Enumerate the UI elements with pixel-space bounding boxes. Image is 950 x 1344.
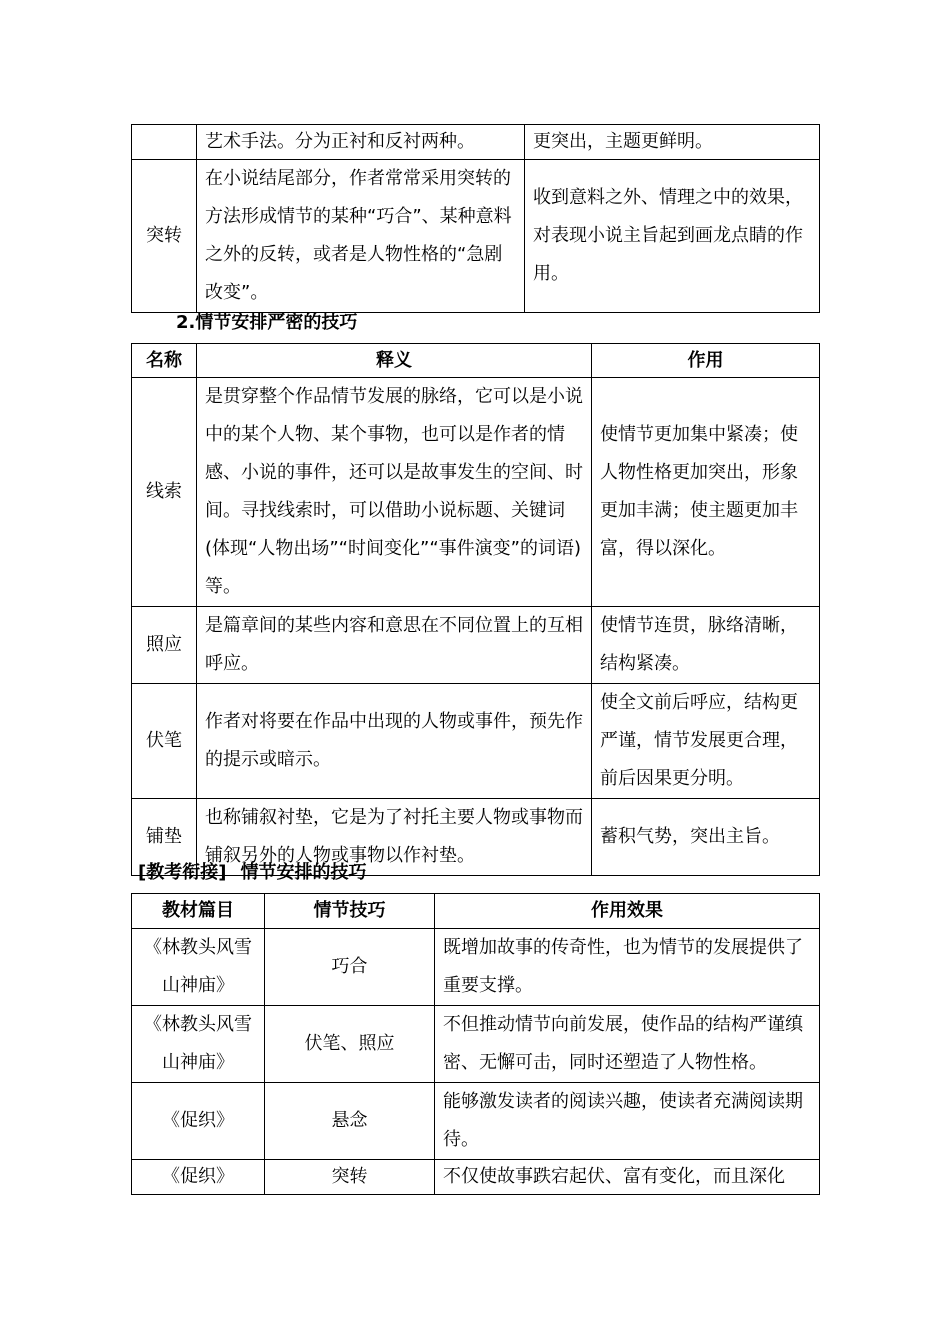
- cell-name: 伏笔: [132, 684, 197, 799]
- table-row: [132, 160, 820, 313]
- table-row: [132, 1083, 820, 1160]
- cell-effect: 使情节更加集中紧凑；使人物性格更加突出，形象更加丰满；使主题更加丰富，得以深化。: [592, 378, 820, 607]
- plot-techniques-table: [131, 343, 820, 876]
- header-name: 名称: [132, 344, 197, 378]
- cell-effect: 收到意料之外、情理之中的效果，对表现小说主旨起到画龙点睛的作用。: [525, 160, 820, 313]
- cell-text: 《促织》: [132, 1083, 265, 1160]
- header-meaning: 释义: [197, 344, 592, 378]
- cell-meaning: 艺术手法。分为正衬和反衬两种。: [197, 125, 525, 160]
- cell-effect: 不但推动情节向前发展，使作品的结构严谨缜密、无懈可击，同时还塑造了人物性格。: [435, 1006, 820, 1083]
- header-skill: 情节技巧: [265, 894, 435, 929]
- cell-effect: 蓄积气势，突出主旨。: [592, 799, 820, 876]
- table-header-row: [132, 894, 820, 929]
- table-row: [132, 929, 820, 1006]
- cell-effect: 使情节连贯，脉络清晰，结构紧凑。: [592, 607, 820, 684]
- table-row: [132, 684, 820, 799]
- cell-effect: 不仅使故事跌宕起伏、富有变化，而且深化: [435, 1160, 820, 1195]
- cell-name: 铺垫: [132, 799, 197, 876]
- cell-meaning: 是篇章间的某些内容和意思在不同位置上的互相呼应。: [197, 607, 592, 684]
- table-continued: [131, 124, 820, 313]
- textbook-link-table: [131, 893, 820, 1195]
- cell-skill: 悬念: [265, 1083, 435, 1160]
- cell-skill: 突转: [265, 1160, 435, 1195]
- cell-text: 《林教头风雪山神庙》: [132, 929, 265, 1006]
- cell-effect: 能够激发读者的阅读兴趣，使读者充满阅读期待。: [435, 1083, 820, 1160]
- cell-effect: 既增加故事的传奇性，也为情节的发展提供了重要支撑。: [435, 929, 820, 1006]
- cell-meaning: 是贯穿整个作品情节发展的脉络，它可以是小说中的某个人物、某个事物，也可以是作者的情感、小说的事件，还可以是故事发生的空间、时间。寻找线索时，可以借助小说标题、关键词(体现“人物出场”“时间变化”“事件演变”的词语)等。: [197, 378, 592, 607]
- table-header-row: [132, 344, 820, 378]
- cell-meaning: 在小说结尾部分，作者常常采用突转的方法形成情节的某种“巧合”、某种意料之外的反转，或者是人物性格的“急剧改变”。: [197, 160, 525, 313]
- cell-meaning: 也称铺叙衬垫，它是为了衬托主要人物或事物而铺叙另外的人物或事物以作衬垫。: [197, 799, 592, 876]
- cell-skill: 巧合: [265, 929, 435, 1006]
- header-effect: 作用: [592, 344, 820, 378]
- section-title: 情节安排的技巧: [240, 862, 367, 883]
- table-row: [132, 378, 820, 607]
- cell-name: 线索: [132, 378, 197, 607]
- section-title: 2.情节安排严密的技巧: [176, 312, 358, 333]
- cell-text: 《促织》: [132, 1160, 265, 1195]
- cell-meaning: 作者对将要在作品中出现的人物或事件，预先作的提示或暗示。: [197, 684, 592, 799]
- cell-name: 突转: [132, 160, 197, 313]
- cell-name: 照应: [132, 607, 197, 684]
- cell-effect: 更突出，主题更鲜明。: [525, 125, 820, 160]
- cell-skill: 伏笔、照应: [265, 1006, 435, 1083]
- header-effect: 作用效果: [435, 894, 820, 929]
- table-row: [132, 1006, 820, 1083]
- table-row: [132, 1160, 820, 1195]
- section-tag: [教考衔接]: [138, 862, 227, 883]
- table-row: [132, 607, 820, 684]
- table-row: [132, 125, 820, 160]
- cell-effect: 使全文前后呼应，结构更严谨，情节发展更合理，前后因果更分明。: [592, 684, 820, 799]
- section-heading: [138, 858, 366, 884]
- cell-name: [132, 125, 197, 160]
- cell-text: 《林教头风雪山神庙》: [132, 1006, 265, 1083]
- header-text: 教材篇目: [132, 894, 265, 929]
